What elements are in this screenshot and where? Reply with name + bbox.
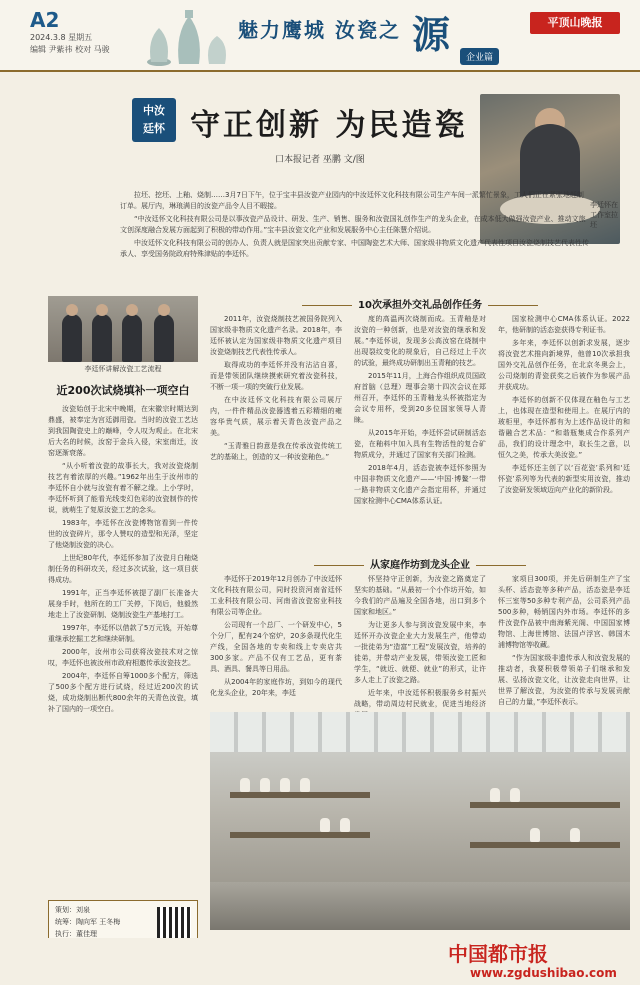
vase-item	[280, 778, 290, 792]
body-paragraph: 李廷怀还主创了以‘百花瓷’系列和‘廷怀瓷’系列等为代表的新型实用汝瓷，推动了汝瓷研发领域迈向产业化的新阶段。	[498, 464, 630, 494]
page-footer	[0, 938, 640, 985]
photo-person	[62, 314, 82, 362]
body-paragraph: 2015年11月，上海合作组织成员国政府首脑（总理）理事会第十四次会议在郑州召开，李廷怀的玉青釉龙头杯被指定为会议专用杯，受到20多位国家领导人青睐。	[354, 372, 486, 424]
section1-column-2	[354, 314, 486, 509]
body-paragraph: “从小听着汝瓷的故事长大，我对汝瓷烧制技艺有着浓厚的兴趣。”1962年出生于汝州市的李廷怀自小就与汝瓷有着不解之缘。上小学时，李廷怀听到了能看光线变幻色彩的汝瓷制作的传说，就萌生了复原汝瓷工艺的念头。	[48, 462, 198, 514]
vase-item	[530, 828, 540, 842]
body-paragraph: 公司现有一个总厂、一个研发中心，5个分厂，配有24个窑炉，20多条现代化生产线，全国各地的专卖和线上专卖店共300多家。产品不仅有工艺品，更有茶具、酒具、餐具等日用品。	[210, 621, 342, 673]
left-column	[48, 296, 198, 936]
site-watermark: 中国都市报	[448, 942, 548, 966]
page-header	[0, 0, 640, 72]
body-paragraph: 怀坚持守正创新，为汝瓷之路奠定了坚实的基础。“从最初一个小作坊开始，如今我们的产品遍及全国各地，出口到多个国家和地区。”	[354, 575, 486, 616]
factory-floor	[210, 882, 630, 930]
page-number: A2	[30, 8, 60, 32]
body-paragraph: 2004年，李廷怀自筹1000多个配方，筛选了500多个配方进行试烧，经过近200次的试烧，成功烧制出断代800余年的天青色汝瓷，填补了国内的一项空白。	[48, 672, 198, 713]
vase-item	[490, 788, 500, 802]
body-paragraph: 在中汝廷怀文化科技有限公司展厅内，一件件精品汝瓷器透着五彩精细的雍容华贵气质，展示着天青色汝瓷产品之美。	[210, 396, 342, 437]
vase-item	[570, 828, 580, 842]
body-paragraph: 1983年，李廷怀在汝瓷博物馆看到一件传世的汝瓷碎片，那令人赞叹的造型和光泽，坚定了他烧制汝瓷的决心。	[48, 519, 198, 549]
credit-planner: 策划：刘泉	[55, 906, 90, 914]
body-paragraph: 多年来，李廷怀以创新求发展，逐步将汝瓷艺术推向新境界，他曾10次承担我国外交礼品创作任务，在北京冬奥会上，公司烧制的青瓷获奖之后被作为参展产品并获成功。	[498, 339, 630, 391]
company-badge	[132, 98, 176, 142]
article-byline: 口本报记者 巫鹏 文/图	[275, 155, 365, 165]
group-photo-caption: 李廷怀讲解汝瓷工艺流程	[84, 365, 162, 373]
section2-column-2	[354, 574, 486, 723]
vase-item	[240, 778, 250, 792]
vases-illustration	[145, 6, 235, 68]
photo-person	[154, 314, 174, 362]
photo-person	[122, 314, 142, 362]
factory-shelf	[470, 802, 620, 808]
factory-shelf	[230, 792, 370, 798]
left-body	[48, 404, 198, 715]
credit-coordinator: 统筹：陶向军 王冬梅	[55, 918, 121, 926]
article-title-zone	[0, 86, 640, 196]
site-url[interactable]: www.zgdushibao.com	[470, 966, 617, 980]
body-paragraph: 度的高温两次烧制而成。玉青釉是对汝瓷的一种创新，也是对汝瓷的继承和发展。”李廷怀说，发现多公高汝窑在烧制中出现裂纹变化的规象后，自己经过上千次的试验，最终成功研制出玉青釉的技艺。	[354, 315, 486, 367]
banner-title: 魅力鹰城 汝瓷之	[238, 18, 401, 42]
section2-column-3	[498, 574, 630, 710]
body-paragraph: 从2015年开始，李廷怀尝试研制活态瓷，在釉料中加入具有生物活性的复合矿物质成分，并通过了国家有关部门检测。	[354, 429, 486, 459]
body-paragraph: 近年来，中汝廷怀积极服务乡村振兴战略，带动周边村民就业，促进当地经济	[354, 689, 486, 708]
group-photo	[48, 296, 198, 362]
body-paragraph: “作为国家级非遗传承人和汝瓷发展的推动者，我要积极带领弟子们继承和发展、弘扬汝瓷文化，让汝瓷走向世界，让世界了解汝瓷，为汝瓷的传承与发展贡献自己的力量，”李廷怀表示。	[498, 654, 630, 706]
portrait-caption: 李廷怀在工作室拉坯	[590, 201, 618, 229]
body-paragraph: 李廷怀于2019年12月创办了中汝廷怀文化科技有限公司，同时投资河南省廷怀工业科技有限公司、河南省汝瓷窑业科技有限公司等企业。	[210, 575, 342, 616]
intro-paragraph: 中汝廷怀文化科技有限公司的创办人、负责人就是国家突出贡献专家、中国陶瓷艺术大师、国家级非物质文化遗产代表性项目汝瓷烧制技艺代表性传承人、享受国务院政府特殊津贴的李廷怀。	[120, 239, 589, 258]
body-paragraph: 汝瓷始创于北宋中晚期，在宋徽宗时期达到鼎盛，被奉定为宫廷御用瓷。当时的汝瓷工艺达到我国陶瓷史上的巅峰，令人叹为观止。在北宋后大名的时候，汝窑于金兵入侵，宋室南迁，汝窑逐渐衰落。	[48, 405, 198, 457]
qr-code[interactable]	[157, 907, 191, 941]
section-heading-workshop-to-leader: 从家庭作坊到龙头企业	[210, 556, 630, 571]
vase-item	[340, 818, 350, 832]
factory-shelf	[230, 832, 370, 838]
factory-roof	[210, 712, 630, 752]
vase-item	[320, 818, 330, 832]
body-paragraph: 1997年，李廷怀以借款了5万元钱，开始尊重继承挖掘工艺和继续研制。	[48, 624, 198, 643]
section1-column-1	[210, 314, 342, 465]
newspaper-masthead: 平顶山晚报	[530, 12, 620, 34]
section2-column-1	[210, 574, 342, 701]
body-paragraph: 家项目300项，并先后研制生产了宝头杯、活态瓷等多种产品，活态瓷是李廷怀三室等50多种专利产品，公司系列产品500多种，畅销国内外市场。李廷怀的多件汝瓷作品被中南海紫光阁、中国国家博物馆、上海世博馆、法国卢浮宫、韩国木浦博物馆等收藏。	[498, 575, 630, 649]
body-paragraph: 为让更多人参与到汝瓷发展中来，李廷怀开办汝瓷企业大力发展生产，他带动一批徒弟为“造富”工程”发展汝瓷，培养的徒弟，并带动产业发展，带领汝瓷工匠和学生，“就近、就便、就业”的形式，让许多人走上了汝瓷之路。	[354, 621, 486, 684]
vase-item	[260, 778, 270, 792]
banner-calligraphy: 源	[412, 12, 451, 57]
intro-paragraph: 拉坯、挖坯、上釉、烧制……3月7日下午，位于宝丰县汝瓷产业园内的中汝廷怀文化科技有限公司生产车间一派繁忙景象，工人们正在紧张地赶制订单。展厅内，琳琅满目的汝瓷产品令人目不暇接。	[120, 191, 584, 210]
issue-date: 2024.3.8 星期五	[30, 33, 93, 42]
factory-shelf	[470, 842, 620, 848]
badge-line-2: 廷怀	[143, 122, 165, 135]
body-paragraph: 1991年，正当李廷怀被提了副厂长准备大展身手时，他所在的工厂关停，下岗后，他毅然地走上了汝瓷研制、烧制汝瓷生产基地打工。	[48, 589, 198, 619]
section1-column-3	[498, 314, 630, 498]
factory-photo	[210, 712, 630, 930]
section-heading-diplomatic-gifts: 10次承担外交礼品创作任务	[210, 296, 630, 311]
body-paragraph: 上世纪80年代，李廷怀参加了汝瓷月白釉烧制任务的科研攻关，经过多次试验，这一项目获得成功。	[48, 554, 198, 584]
photo-person	[92, 314, 112, 362]
vase-item	[300, 778, 310, 792]
editor-line: 编辑 尹紫祎 校对 马骏	[30, 45, 110, 54]
credit-executive: 执行：董佳理	[55, 930, 97, 938]
intro-paragraph: “中汝廷怀文化科技有限公司是以事汝瓷产品设计、研发、生产、销售、服务和汝瓷国礼创作生产的龙头企业，在成本低大做强汝瓷产业、推动文旅文创深度融合发展方面起到了积极的带动作用。”宝丰县汝瓷文化产业和发展服务中心主任陈慧介绍说。	[120, 215, 586, 234]
vase-item	[510, 788, 520, 802]
left-subhead: 近200次试烧填补一项空白	[56, 384, 190, 397]
body-paragraph: 2011年，汝瓷烧制技艺被国务院列入国家级非物质文化遗产名录。2018年，李廷怀被认定为国家级非物质文化遗产项目汝瓷烧制技艺代表性传承人。	[210, 315, 342, 356]
body-paragraph: 2000年，汝州市公司获将汝瓷技术对之惊叹，李廷怀也被汝州市政府相邀传承汝瓷技艺。	[48, 648, 198, 667]
section-tag: 企业篇	[460, 48, 499, 65]
article-title: 守正创新 为民造瓷	[190, 108, 468, 143]
body-paragraph: 取得成功的李廷怀并没有沾沾自喜，而是带领团队继续摸索研究着汝瓷科技，不断一项一项的突破行业发展。	[210, 361, 342, 391]
badge-line-1: 中汝	[143, 104, 165, 117]
body-paragraph: “玉青雅日韵意是我在传承汝瓷传统工艺的基础上，创造的又一种汝瓷釉色。”	[210, 442, 342, 461]
body-paragraph: 李廷怀的创新不仅体现在釉色与工艺上，也体现在造型和使用上。在展厅内的玻柜里，李廷怀都有为上述作品设计的和谐融合艺术品：“和谐瓶集成合作系列产品，我们的设计理念中，取长生之意，以恒久之美，传承大美汝瓷。”	[498, 396, 630, 459]
article-intro	[120, 190, 590, 262]
body-paragraph: 从2004年的家庭作坊，到如今的现代化龙头企业，20年来，李廷	[210, 678, 342, 697]
body-paragraph: 国家检测中心CMA体系认证。2022年，他研制的活态瓷获得专利证书。	[498, 315, 630, 334]
body-paragraph: 2018年4月，活态瓷被李廷怀参照为中国非物质文化遗产——‘中国·博鳌’一带一路非物质文化遗产会指定用杯，并通过国家检测中心CMA体系认证。	[354, 464, 486, 505]
